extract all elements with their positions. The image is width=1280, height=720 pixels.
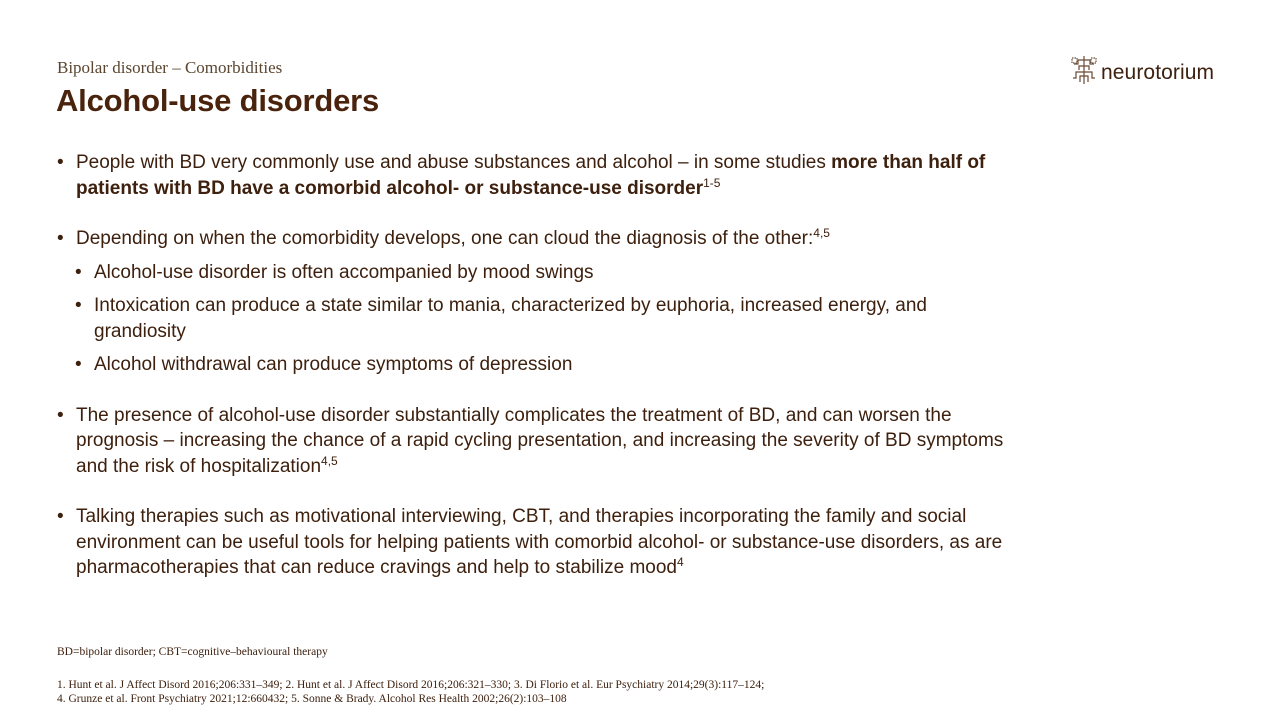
bullet-2: • Depending on when the comorbidity develops, one can cloud the diagnosis of the other:$^{4,5}$ [57, 226, 1037, 252]
section-label: Bipolar disorder – Comorbidities [57, 58, 283, 77]
bullet-list [57, 150, 1037, 581]
sub-bullet-2: • Intoxication can produce a state similar to mania, characterized by euphoria, increased energy, and grandiosity [57, 293, 1014, 344]
page-title: Alcohol-use disorders [56, 83, 380, 118]
abbreviations: BD=bipolar disorder; CBT=cognitive–behavioural therapy [57, 646, 328, 658]
bullet-1-emphasis: more than half of patients with BD have a comorbid alcohol- or substance-use disorder [76, 152, 986, 199]
references-line-2: 4. Grunze et al. Front Psychiatry 2021;12:660432; 5. Sonne & Brady. Alcohol Res Health 2002;26(2):103–108 [57, 693, 567, 705]
bullet-1: • People with BD very commonly use and abuse substances and alcohol – in some studies more than half of patients with BD have a comorbid alcohol- or substance-use disorder$^{1-5}$ [57, 150, 1037, 201]
reference-marker: 4,5 [813, 226, 830, 240]
sub-bullet-3: • Alcohol withdrawal can produce symptoms of depression [57, 352, 1037, 378]
reference-marker: 1-5 [703, 175, 721, 190]
bullet-4: • Talking therapies such as motivational interviewing, CBT, and therapies incorporating the family and social environment can be useful tools for helping patients with comorbid alcohol- or substance-use disorders, as are pharmacotherapies that can reduce cravings and help to stabilize mood$^4$ [57, 504, 1021, 581]
references [57, 678, 764, 706]
references-line-1: 1. Hunt et al. J Affect Disord 2016;206:331–349; 2. Hunt et al. J Affect Disord 2016;206:321–330; 3. Di Florio et al. Eur Psychiatry 2014;29(3):117–124; [57, 679, 765, 691]
brand-logo [1071, 54, 1214, 91]
neuron-tree-icon [1071, 54, 1097, 91]
reference-marker: 4 [676, 555, 684, 569]
bullet-3: • The presence of alcohol-use disorder substantially complicates the treatment of BD, and can worsen the prognosis – increasing the chance of a rapid cycling presentation, and increasing the severity of BD symptoms and the risk of hospitalization$^{4,5}$ [57, 403, 1026, 480]
sub-bullet-1: • Alcohol-use disorder is often accompanied by mood swings [57, 260, 1037, 286]
logo-text: neurotorium [1101, 60, 1215, 84]
reference-marker: 4,5 [321, 453, 338, 468]
